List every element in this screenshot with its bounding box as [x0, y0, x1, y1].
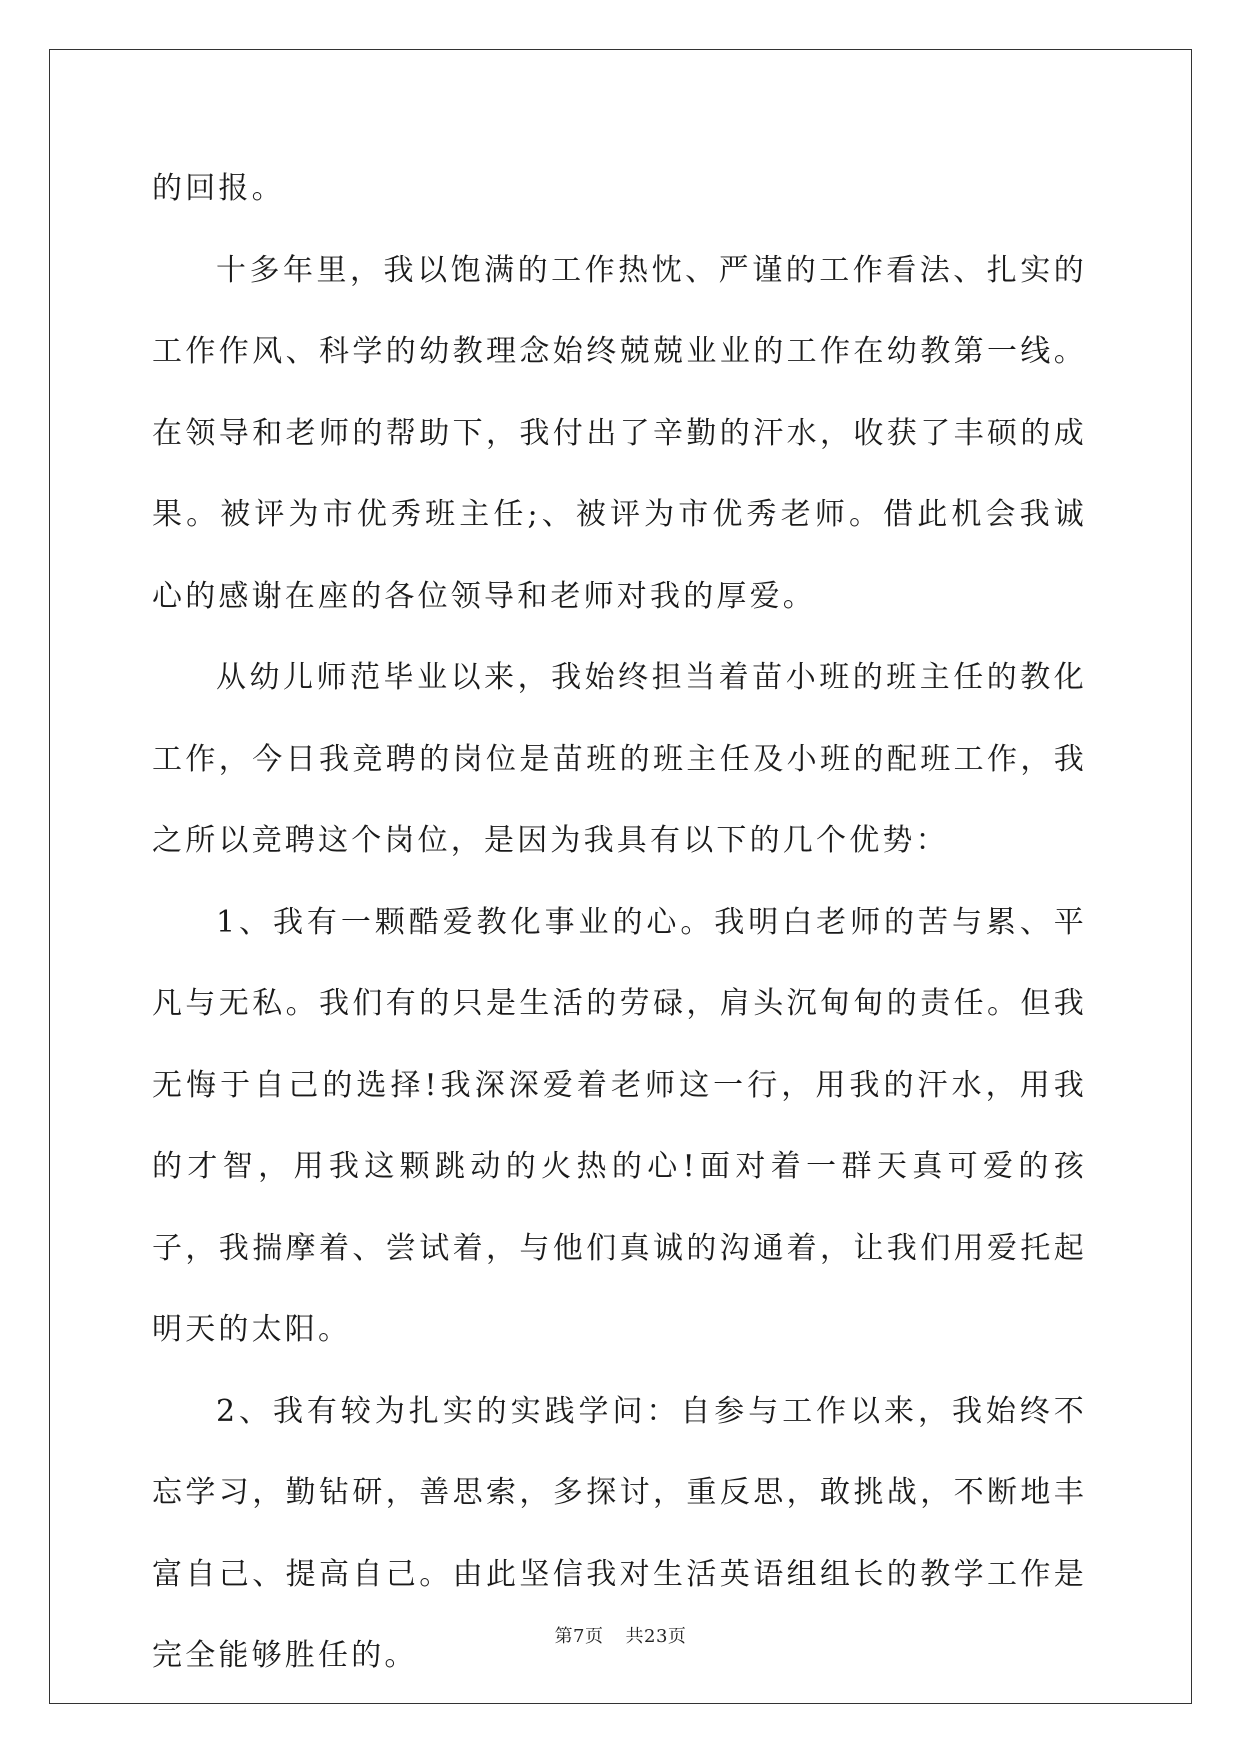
- total-pages-label: 共23页: [625, 1626, 687, 1647]
- paragraph-advantage-2: 2、我有较为扎实的实践学问：自参与工作以来，我始终不忘学习，勤钻研，善思索，多探讨，重反思，敢挑战，不断地丰富自己、提高自己。由此坚信我对生活英语组组长的教学工作是完全能够胜任的。: [152, 1393, 1087, 1673]
- paragraph-position-intro: 从幼儿师范毕业以来，我始终担当着苗小班的班主任的教化工作，今日我竞聘的岗位是苗班的班主任及小班的配班工作，我之所以竞聘这个岗位，是因为我具有以下的几个优势：: [152, 660, 1087, 858]
- current-page-label: 第7页: [554, 1626, 604, 1647]
- paragraph-career-summary: 十多年里，我以饱满的工作热忱、严谨的工作看法、扎实的工作作风、科学的幼教理念始终兢兢业业的工作在幼教第一线。在领导和老师的帮助下，我付出了辛勤的汗水，收获了丰硕的成果。被评为市优秀班主任;、被评为市优秀老师。借此机会我诚心的感谢在座的各位领导和老师对我的厚爱。: [152, 252, 1087, 614]
- paragraph-advantage-1: 1、我有一颗酷爱教化事业的心。我明白老师的苦与累、平凡与无私。我们有的只是生活的劳碌，肩头沉甸甸的责任。但我无悔于自己的选择!我深深爱着老师这一行，用我的汗水，用我的才智，用我这颗跳动的火热的心!面对着一群天真可爱的孩子，我揣摩着、尝试着，与他们真诚的沟通着，让我们用爱托起明天的太阳。: [152, 904, 1087, 1347]
- document-body: [152, 148, 1087, 1697]
- page-footer: [0, 1622, 1241, 1648]
- paragraph-continuation: 的回报。: [152, 171, 285, 206]
